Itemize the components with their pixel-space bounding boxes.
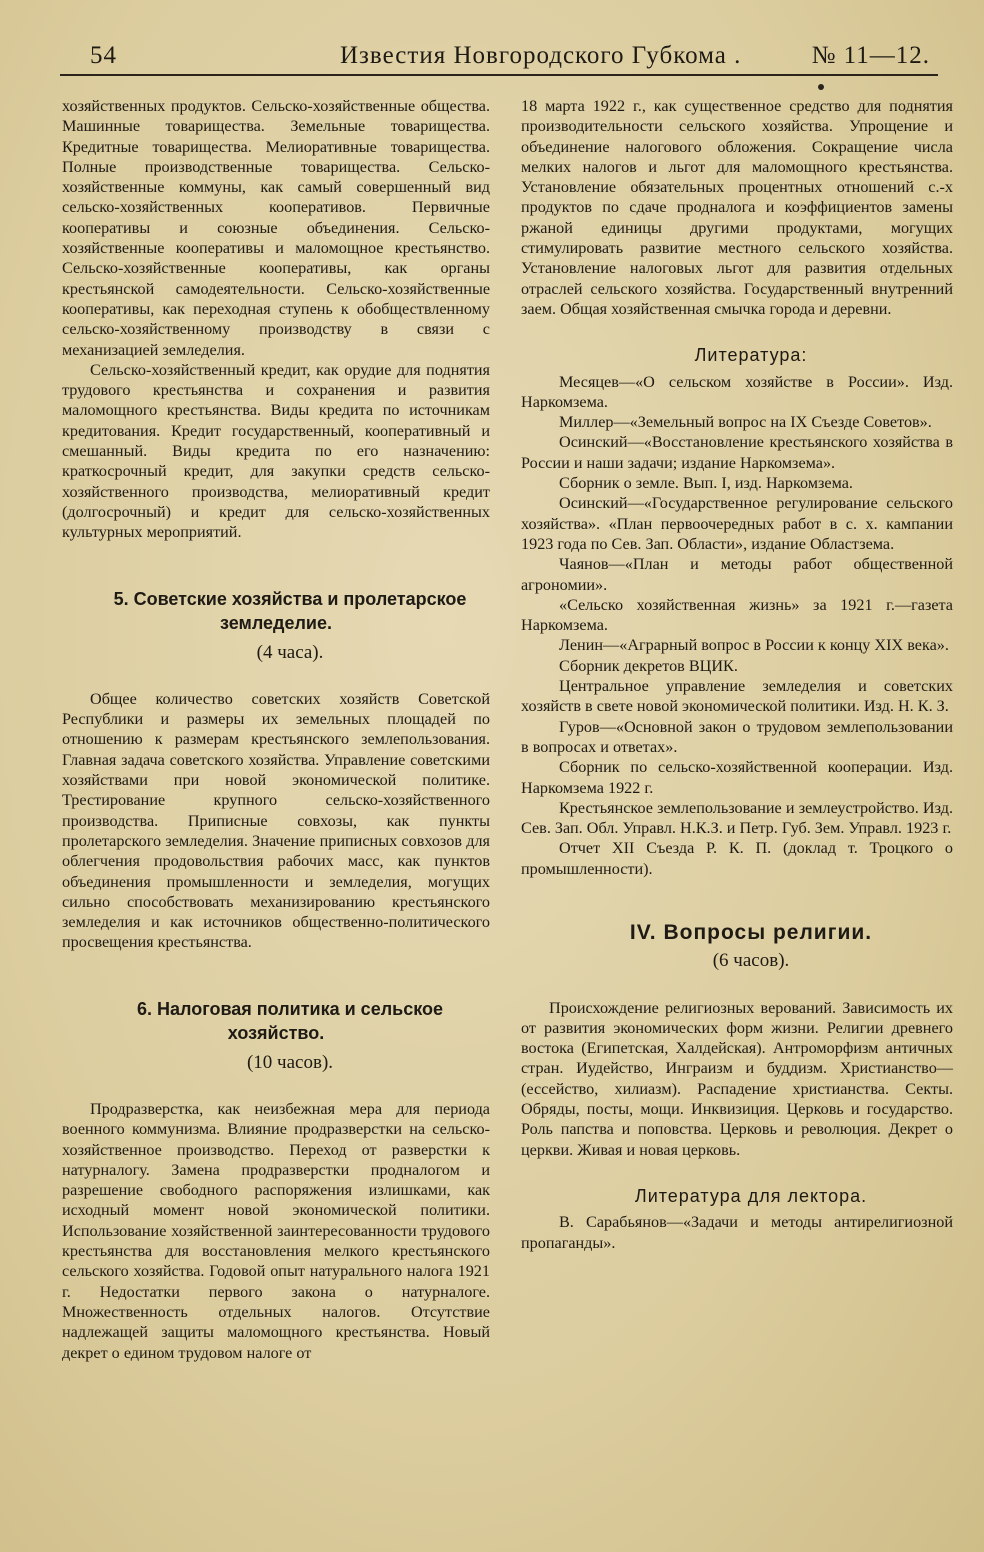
intro-paragraph: хозяйственных продуктов. Сельско-хозяйственные общества. Машинные товарищества. Земельные товарищества. Кредитные товарищества. Мелиоративные товарищества. Полные производственные товарищества. Сельско-хозяйственные коммуны, как самый совершенный вид сельско-хозяйственных кооперативов. Первичные кооперативы и союзные объединения. Сельско-хозяйственные кооперативы и маломощное крестьянство. Сельско-хозяйственные кооперативы, как органы крестьянской самодеятельности. Сельско-хозяйственные кооперативы, как переходная ступень к обобществленному сельско-хозяйственному производству в связи с механизацией земледелия. bbox=[62, 97, 490, 359]
issue-number: № 11—12. bbox=[811, 42, 930, 69]
continuation-paragraph: 18 марта 1922 г., как существенное средство для поднятия производительности сельского хозяйства. Упрощение и объединение налогового обложения. Сокращение числа мелких налогов и льгот для маломощного крестьянства. Установление обязательных процентных отношений с.-х продуктов по сдаче продналога и коэффициентов замены ржаной единицы другими продуктами, могущих стимулировать развитие местного сельского хозяйства. Установление налоговых льгот для развития отдельных отраслей сельского хозяйства. Государственный внутренний заем. Общая хозяйственная смычка города и деревни. bbox=[521, 97, 953, 318]
literature-item: Крестьянское землепользование и землеустройство. Изд. Сев. Зап. Обл. Управл. Н.К.З. и Петр. Губ. Зем. Управл. 1923 г. bbox=[521, 798, 953, 838]
part-4-text: Происхождение религиозных верований. Зависимость их от развития экономических форм жизни. Религии древнего востока (Египетская, Халдейская). Антроморфизм античных стран. Иудейство, Инграизм и буддизм. Христианство—(ессейство, хилиазм). Распадение христианства. Секты. Обряды, посты, мощи. Инквизиция. Церковь и государство. Роль папства и поповства. Церковь и революция. Декрет о церкви. Живая и новая церковь. bbox=[521, 998, 953, 1159]
literature-item: Ленин—«Аграрный вопрос в России к концу XIX века». bbox=[559, 636, 949, 655]
literature-item: Сборник по сельско-хозяйственной кооперации. Изд. Наркомзема 1922 г. bbox=[521, 758, 953, 797]
section-5-title: 5. Советские хозяйства и пролетарское земледелие. bbox=[113, 588, 467, 633]
lecturer-literature-item: В. Сарабьянов—«Задачи и методы антирелигиозной пропаганды». bbox=[521, 1213, 953, 1252]
lecturer-literature-title: Литература для лектора. bbox=[634, 1185, 868, 1206]
credit-paragraph: Сельско-хозяйственный кредит, как орудие для поднятия трудового крестьянства и сохранения и развития маломощного крестьянства. Виды кредита по источникам кредитования. Кредит государственный, кооперативный и смешанный. Виды кредита по его назначению: краткосрочный кредит, для закупки средств сельско-хозяйственного производства, мелиоративный кредит (долгосрочный) и кредит для сельско-хозяйственных культурных мероприятий. bbox=[62, 360, 490, 542]
literature-item: Чаянов—«План и методы работ общественной агрономии». bbox=[521, 555, 953, 594]
literature-item: Осинский—«Государственное регулирование сельского хозяйства». «План первоочередных работ в с. х. кампании 1923 года по Сев. Зап. Области», издание Областзема. bbox=[521, 494, 953, 553]
right-column bbox=[521, 96, 953, 1253]
literature-item: Сборник о земле. Вып. I, изд. Наркомзема. bbox=[559, 474, 853, 493]
literature-item: Месяцев—«О сельском хозяйстве в России». Изд. Наркомзема. bbox=[521, 372, 953, 411]
section-6-title: 6. Налоговая политика и сельское хозяйство. bbox=[136, 998, 443, 1043]
literature-item: Миллер—«Земельный вопрос на IX Съезде Советов». bbox=[559, 413, 932, 432]
part-4-title: IV. Вопросы религии. bbox=[629, 920, 873, 944]
page-number: 54 bbox=[90, 42, 117, 69]
literature-item: Центральное управление земледелия и советских хозяйств в свете новой экономической политики. Изд. Н. К. З. bbox=[521, 677, 953, 716]
section-5-text: Общее количество советских хозяйств Советской Республики и размеры их земельных площадей по отношению к размерам крестьянского землепользования. Главная задача советского хозяйства. Управление советскими хозяйствами при новой экономической политике. Трестирование крупного сельско-хозяйственного производства. Приписные совхозы, как пункты пролетарского земледелия. Значение приписных совхозов для облегчения продовольствия рабочих масс, как пунктов объединения промышленности и земледелия, могущих сильно способствовать механизированию крестьянского земледелия и как источников общественно-политического просвещения крестьянства. bbox=[62, 689, 490, 952]
part-4-hours: (6 часов). bbox=[712, 950, 790, 972]
section-5-hours: (4 часа). bbox=[256, 641, 324, 663]
page-header bbox=[60, 40, 938, 74]
header-rule bbox=[60, 74, 938, 76]
literature-title: Литература: bbox=[694, 345, 808, 366]
literature-item: Осинский—«Восстановление крестьянского хозяйства в России и наши задачи; издание Наркомзема». bbox=[521, 433, 953, 472]
literature-item: Отчет XII Съезда Р. К. П. (доклад т. Троцкого о промышленности). bbox=[521, 839, 953, 878]
section-6-hours: (10 часов). bbox=[246, 1051, 334, 1073]
left-column bbox=[62, 96, 490, 1363]
literature-item: Сборник декретов ВЦИК. bbox=[559, 656, 738, 675]
journal-title: Известия Новгородского Губкома . bbox=[340, 42, 742, 69]
print-speck bbox=[818, 84, 824, 90]
literature-item: Гуров—«Основной закон о трудовом землепользовании в вопросах и ответах». bbox=[521, 717, 953, 756]
literature-item: «Сельско хозяйственная жизнь» за 1921 г.—газета Наркомзема. bbox=[521, 595, 953, 635]
section-6-text: Продразверстка, как неизбежная мера для периода военного коммунизма. Влияние продразверстки на сельско-хозяйственное производство. Переход от разверстки к натурналогу. Замена продразверстки продналогом и разрешение свободного распоряжения излишками, как исходный момент новой экономической политики. Использование хозяйственной заинтересованности трудового крестьянства для восстановления мелкого крестьянского сельского хозяйства. Годовой опыт натурального налога 1921 г. Недостатки первого закона о натурналоге. Множественность отдельных налогов. Отсутствие надлежащей защиты маломощного крестьянства. Новый декрет о едином трудовом налоге от bbox=[62, 1099, 490, 1362]
